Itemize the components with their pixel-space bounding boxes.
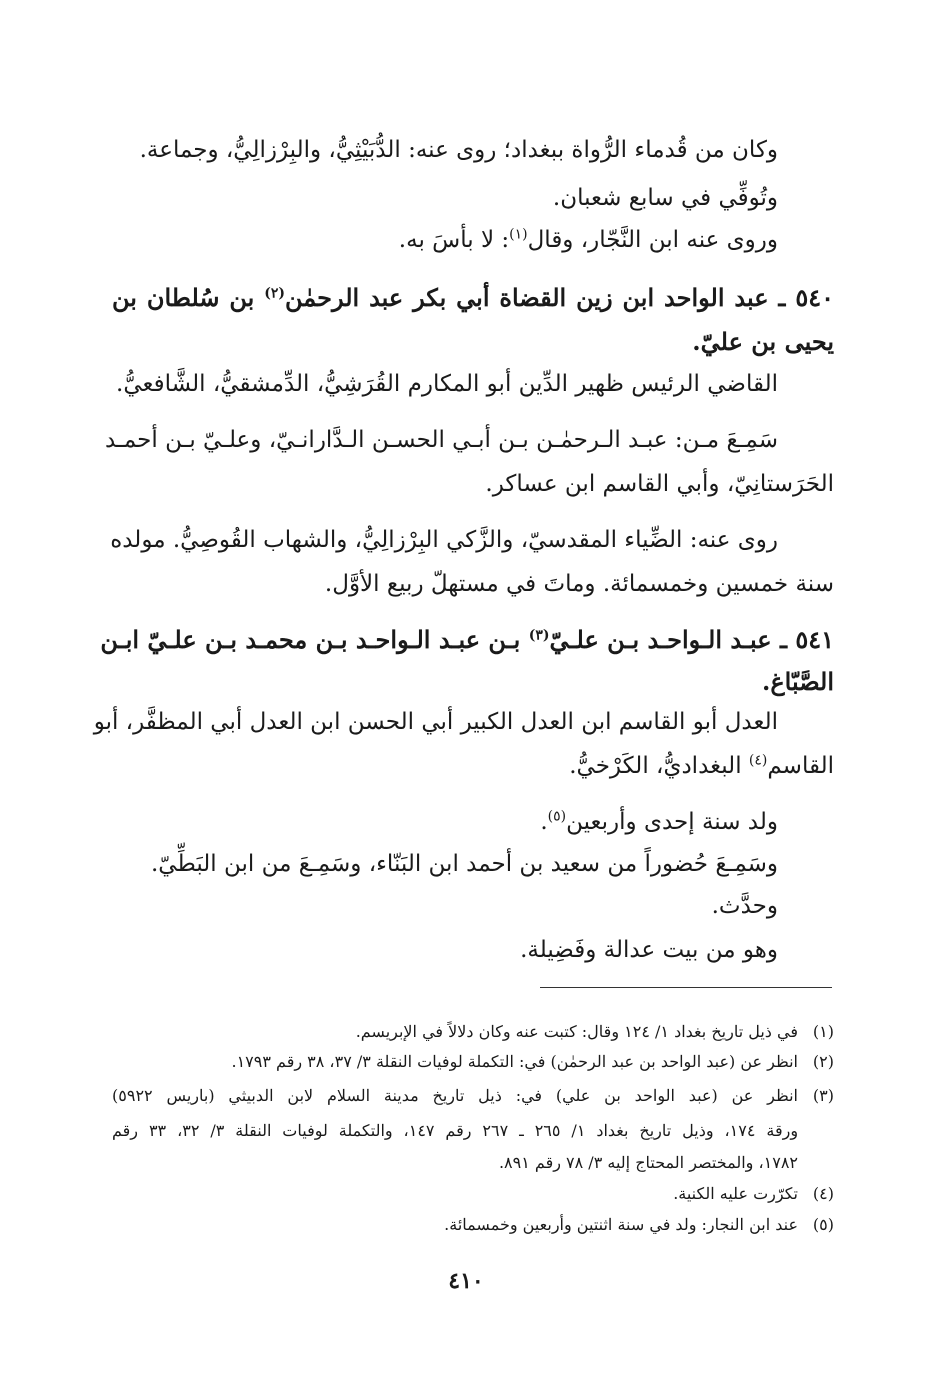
text-line: وكان من قُدماء الرُّواة ببغداد؛ روى عنه: الدُّبَيْثِيُّ، والبِرْزالِيُّ، وجماعة. [139,137,778,163]
footnote-number: (٤) [812,1184,834,1203]
footnote-ref: (٤) [748,752,768,769]
footnote-text: تكرّرت عليه الكنية. [673,1184,798,1203]
text-line: الحَرَستانِيّ، وأبي القاسم ابن عساكر. [485,471,834,497]
text-span: القاسم [767,753,834,779]
text-line: وتُوفِّي في سابع شعبان. [552,185,778,211]
text-span: . [540,809,548,835]
footnote-separator [540,987,832,988]
entry-heading-541 [100,622,834,658]
text-line: العدل أبو القاسم ابن العدل الكبير أبي الحسن ابن العدل أبي المظفَّر، أبو [93,709,778,735]
footnote-number: (٣) [812,1086,834,1105]
footnote-ref: (٢) [264,285,285,302]
text-span: ولد سنة إحدى وأربعين [566,809,778,835]
footnote-text: ورقة ١٧٤، وذيل تاريخ بغداد ١/ ٢٦٥ ـ ٢٦٧ رقم ١٤٧، والتكملة لوفيات النقلة ٣/ ٣٢، ٣٣ رقم [112,1121,799,1140]
page-number: ٤١٠ [448,1268,484,1294]
text-line: سنة خمسين وخمسمائة. وماتَ في مستهلّ ربيع الأوَّل. [324,571,834,597]
footnote-number: (١) [812,1022,834,1041]
text-span: ٥٤٠ ـ عبد الواحد ابن زين القضاة أبي بكر عبد الرحمٰن [285,283,834,312]
footnote-text: في ذيل تاريخ بغداد ١/ ١٢٤ وقال: كتبت عنه وكان دلالاً في الإبريسم. [355,1022,798,1041]
footnote-text: ١٧٨٢، والمختصر المحتاج إليه ٣/ ٧٨ رقم ٨٩١. [498,1153,798,1172]
text-line: وهو من بيت عدالة وفَضِيلة. [520,937,778,963]
text-span: وروى عنه ابن النَّجّار، وقال [527,227,778,253]
text-line: سَمِـعَ مـن: عبـد الـرحمٰـن بـن أبـي الحسـن الـدَّارانـيّ، وعلـيّ بـن أحمـد [105,427,778,453]
text-line: القاضي الرئيس ظهير الدِّين أبو المكارم القُرَشِيُّ، الدِّمشقيُّ، الشَّافعيُّ. [116,371,778,397]
footnote-text: انظر عن (عبد الواحد بن عبد الرحمٰن) في: التكملة لوفيات النقلة ٣/ ٣٧، ٣٨ رقم ١٧٩٣. [231,1052,798,1071]
text-span: بن سُلطان بن [112,283,265,312]
footnote-ref: (٣) [528,627,550,644]
footnote-text: انظر عن (عبد الواحد بن علي) في: ذيل تاريخ مدينة السلام لابن الدبيثي (باريس ٥٩٢٢) [112,1086,798,1105]
footnote-number: (٢) [812,1052,834,1071]
text-span: بـن عبـد الـواحـد بـن محمـد بـن علـيّ ابـن [100,625,529,654]
text-line: وسَمِـعَ حُضوراً من سعيد بن أحمد ابن البَنّاء، وسَمِـعَ من ابن البَطِّيّ. [150,851,778,877]
footnote-number: (٥) [812,1215,834,1234]
text-line [569,748,834,784]
footnote-ref: (١) [509,226,528,243]
footnote-text: عند ابن النجار: ولد في سنة اثنتين وأربعين وخمسمائة. [444,1215,798,1234]
entry-heading-540 [112,280,834,316]
footnote-ref: (٥) [547,808,567,825]
text-span: البغداديُّ، الكَرْخيُّ. [569,753,749,779]
entry-heading-541-cont: الصَّبّاغ. [761,667,834,696]
text-line [540,804,778,840]
entry-heading-540-cont: يحيى بن عليّ. [692,327,834,356]
text-line: روى عنه: الضِّياء المقدسيّ، والزَّكي البِرْزالِيُّ، والشهاب القُوصِيُّ. مولده [110,527,778,553]
text-line: وحدَّث. [711,893,778,919]
text-line [399,222,778,258]
text-span: ٥٤١ ـ عبـد الـواحـد بـن علـيّ [549,625,834,654]
text-span: : لا بأسَ به. [398,227,510,253]
